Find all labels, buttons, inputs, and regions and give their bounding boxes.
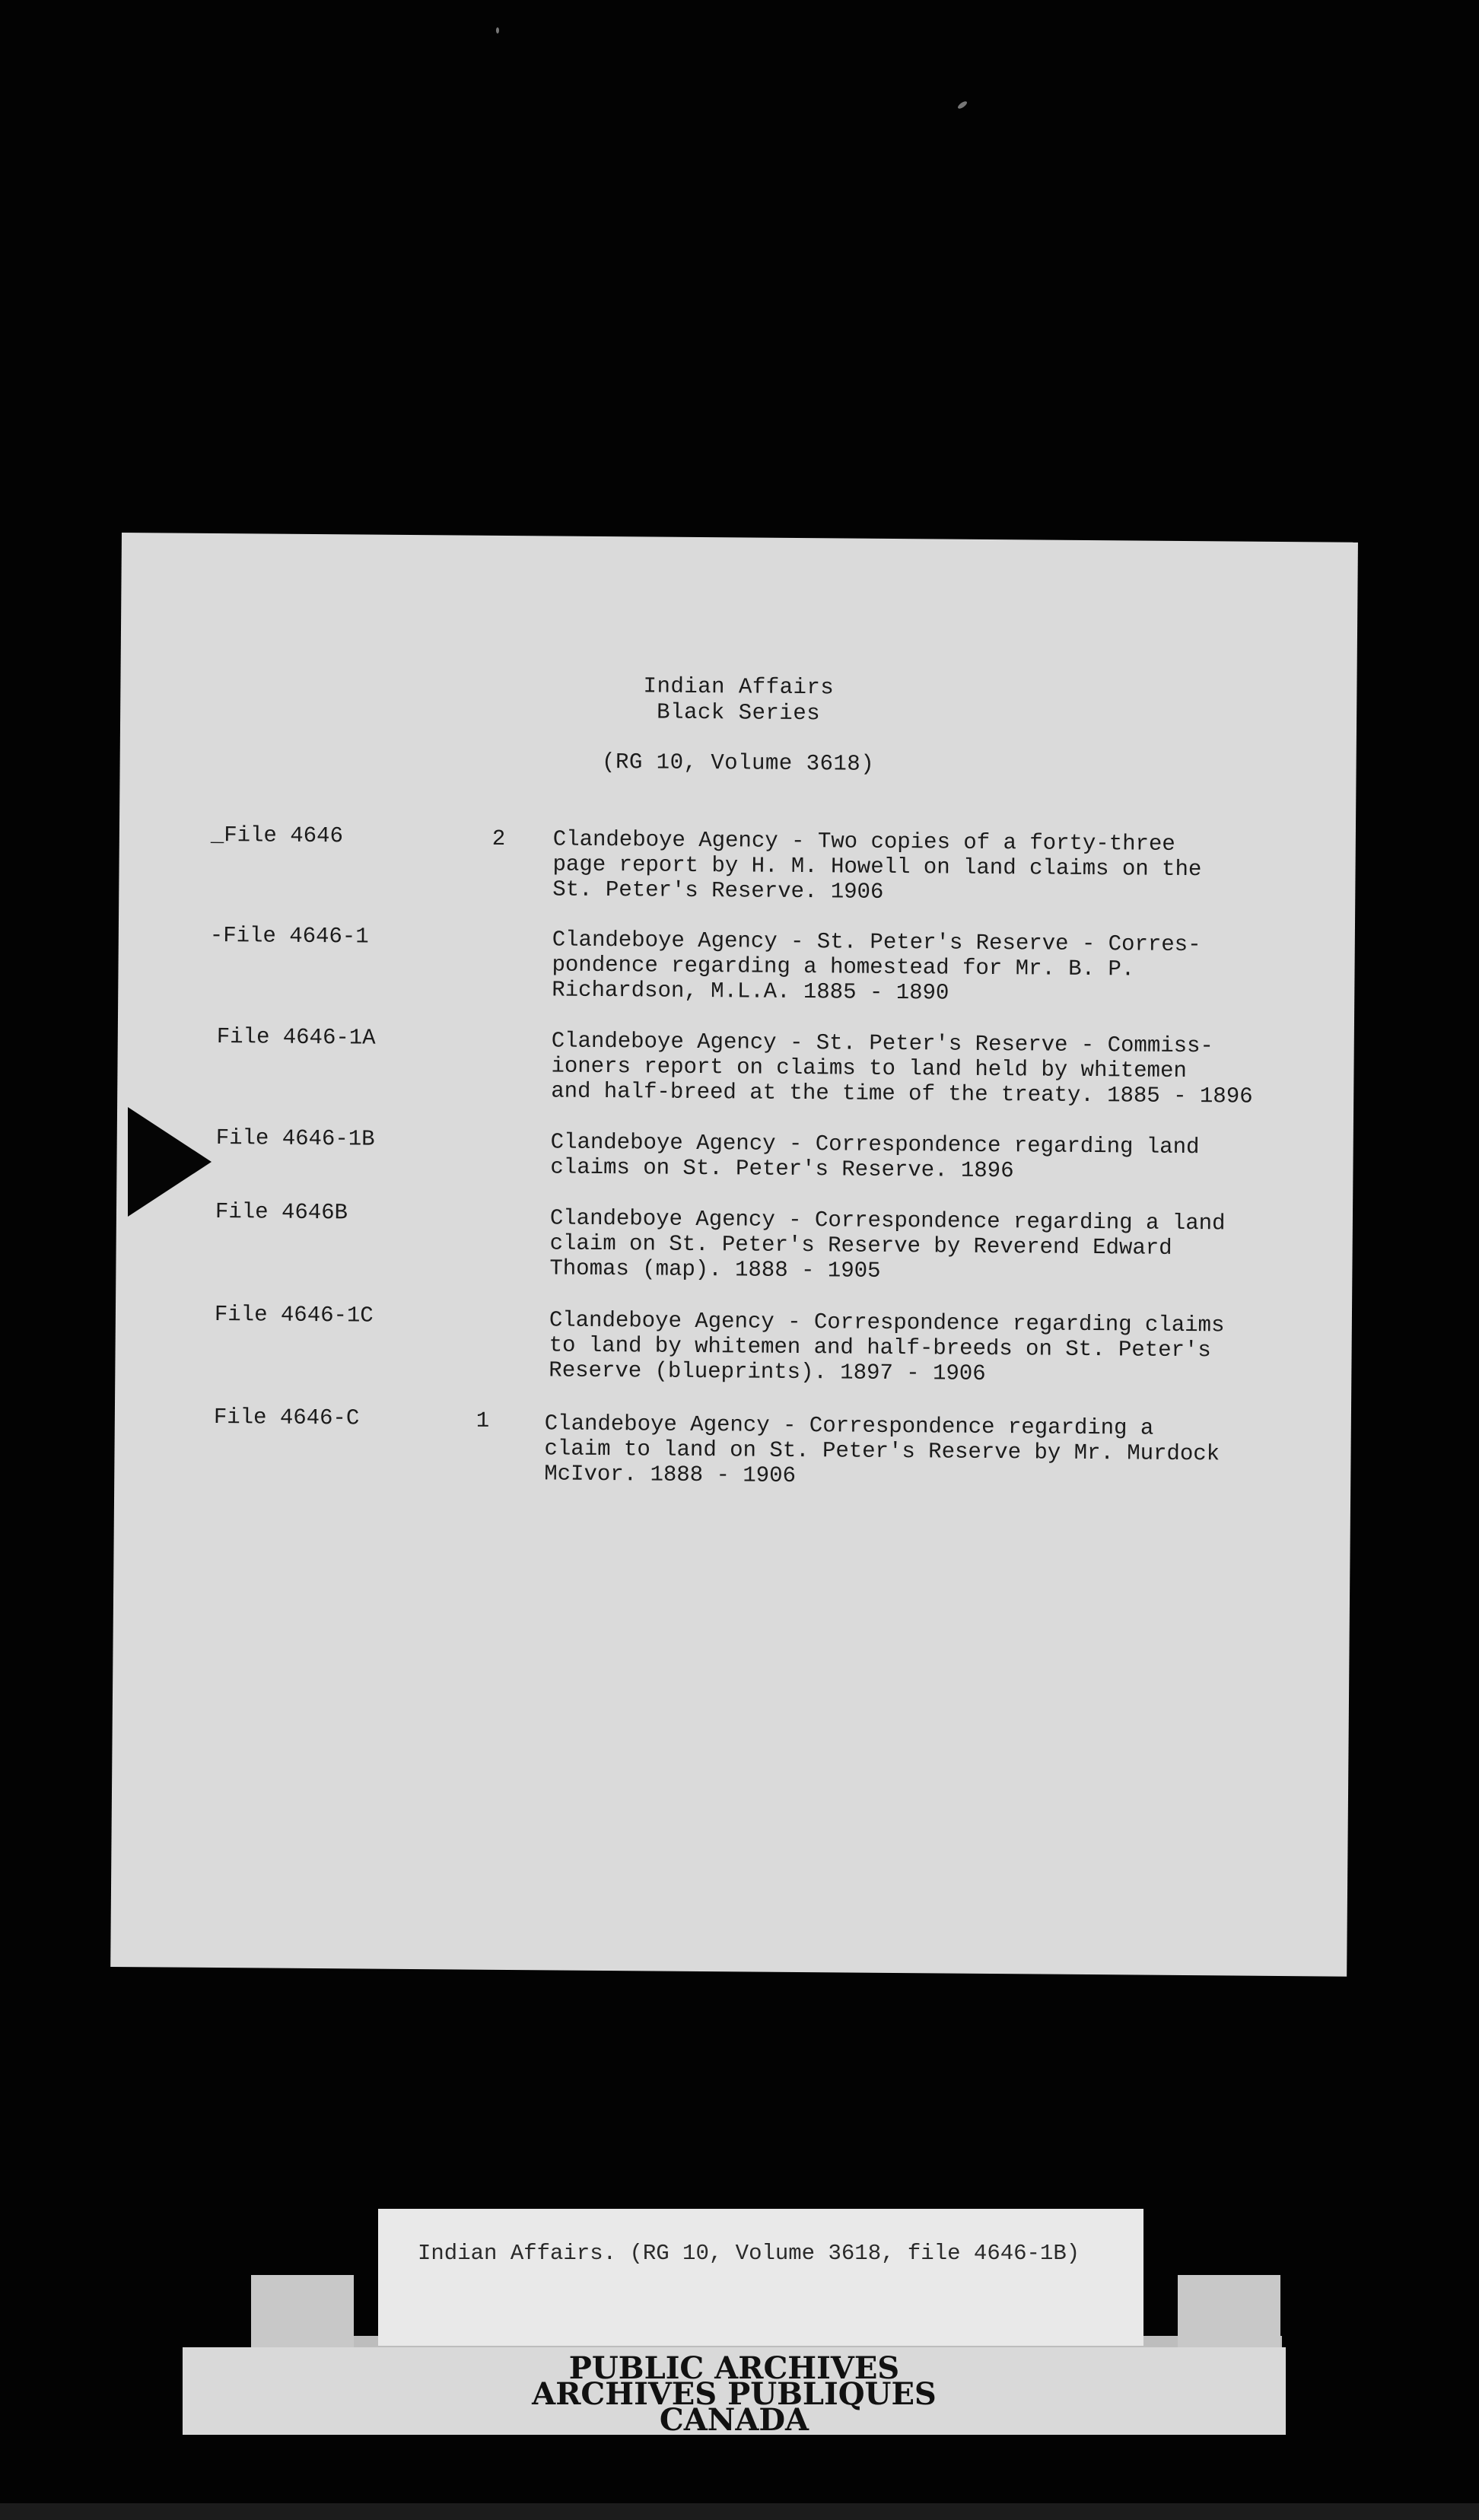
dust-speck	[496, 27, 499, 33]
stamp-line-french: ARCHIVES PUBLIQUES	[532, 2376, 937, 2412]
entry-box-number: 1	[476, 1408, 490, 1433]
header-title: Indian Affairs	[643, 673, 835, 701]
stamp-line-country: CANADA	[659, 2402, 809, 2438]
entry-description: Clandeboye Agency - Correspondence regarding land claims on St. Peter's Reserve. 1896	[550, 1129, 1200, 1184]
entry-file-number: -File 4646-1	[209, 922, 369, 950]
entry-file-number: File 4646B	[215, 1198, 348, 1226]
entry-file-number: _File 4646	[210, 822, 344, 849]
entry-description: Clandeboye Agency - Correspondence regarding claims to land by whitemen and half-breeds on St. Peter's Reserve (blueprints). 1897 - 1906	[549, 1307, 1225, 1386]
entry-description: Clandeboye Agency - Correspondence regarding a land claim on St. Peter's Reserve by Reverend Edward Thomas (map). 1888 - 1905	[549, 1205, 1226, 1284]
document-page	[110, 533, 1358, 1977]
entry-box-number: 2	[491, 826, 506, 851]
entry-file-number: File 4646-C	[213, 1404, 360, 1431]
entry-file-number: File 4646-1A	[216, 1024, 376, 1051]
film-edge	[0, 2503, 1479, 2520]
entry-file-number: File 4646-1C	[214, 1301, 374, 1328]
file-pointer-arrow	[128, 1107, 212, 1217]
header-volume: (RG 10, Volume 3618)	[601, 749, 875, 777]
reference-card	[378, 2209, 1143, 2346]
entry-description: Clandeboye Agency - St. Peter's Reserve - Corres- pondence regarding a homestead for Mr. B. P. Richardson, M.L.A. 1885 - 1890	[552, 927, 1201, 1006]
entry-description: Clandeboye Agency - Two copies of a forty-three page report by H. M. Howell on land claims on the St. Peter's Reserve. 1906	[552, 826, 1202, 905]
entry-description: Clandeboye Agency - St. Peter's Reserve - Commiss- ioners report on claims to land held by whitemen and half-breed at the time of the treaty. 1885 - 1896	[551, 1028, 1253, 1109]
archive-stamp	[183, 2347, 1286, 2438]
entry-description: Clandeboye Agency - Correspondence regarding a claim to land on St. Peter's Reserve by Mr. Murdock McIvor. 1888 - 1906	[544, 1411, 1220, 1488]
stamp-line-english: PUBLIC ARCHIVES	[568, 2350, 900, 2386]
reference-text: Indian Affairs. (RG 10, Volume 3618, file 4646-1B)	[418, 2241, 1080, 2266]
header-series: Black Series	[657, 699, 821, 727]
dust-speck	[957, 100, 969, 110]
entry-file-number: File 4646-1B	[215, 1125, 375, 1152]
